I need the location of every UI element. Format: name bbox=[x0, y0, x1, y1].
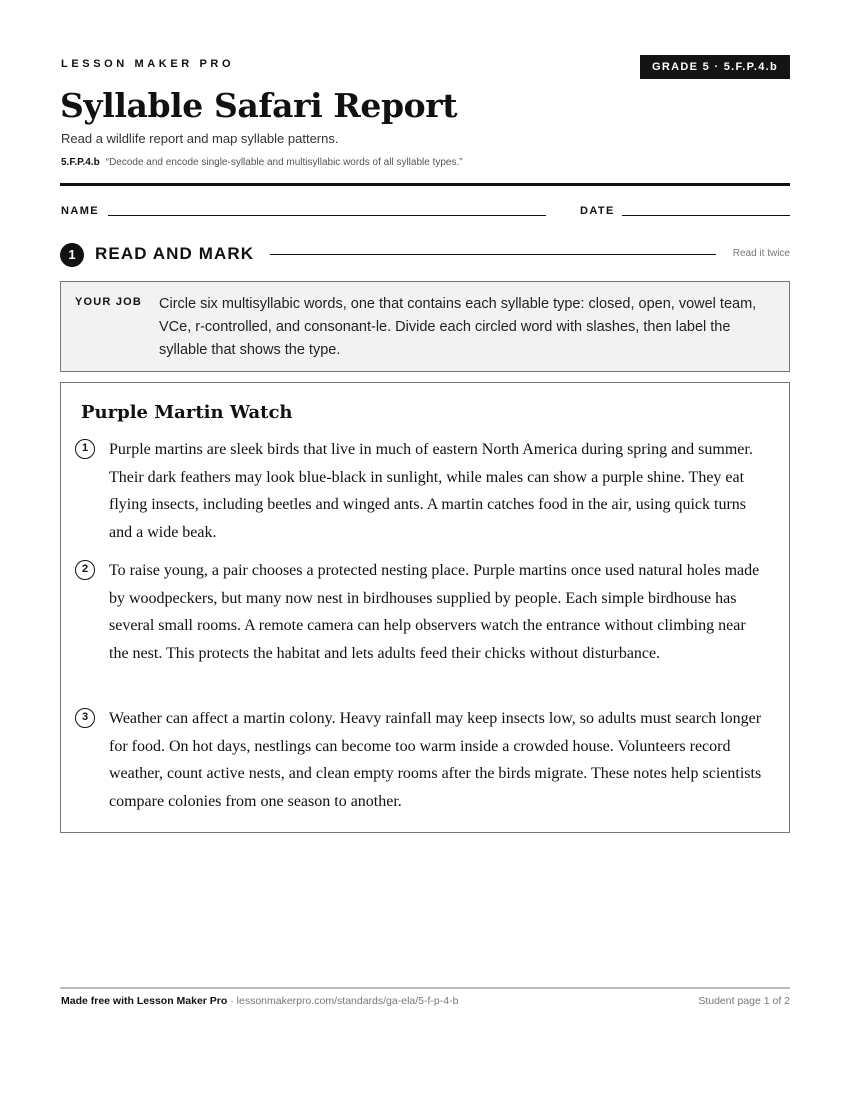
instructions-text: Circle six multisyllabic words, one that contains each syllable type: closed, open, vowel team, VCe, r-controlled, and consonant-le. Divide each circled word with slashes, then label the syllable that shows the type. bbox=[159, 296, 757, 358]
header-divider bbox=[60, 183, 790, 186]
name-field[interactable] bbox=[108, 215, 546, 216]
section-number-badge: 1 bbox=[60, 243, 84, 267]
section-title: READ AND MARK bbox=[95, 244, 255, 263]
paragraph-text[interactable]: Weather can affect a martin colony. Heavy rainfall may keep insects low, so adults must search longer for food. On hot days, nestlings can become too warm inside a crowded house. Volunteers record weather, count active nests, and clean empty rooms after the birds migrate. These notes help scientists compare colonies from one season to another. bbox=[109, 710, 762, 810]
page-title: Syllable Safari Report bbox=[60, 86, 458, 125]
section-rule bbox=[270, 254, 716, 255]
passage-title: Purple Martin Watch bbox=[81, 402, 293, 423]
grade-badge: GRADE 5 · 5.F.P.4.b bbox=[640, 55, 790, 79]
paragraph-text[interactable]: To raise young, a pair chooses a protected nesting place. Purple martins once used natural holes made by woodpeckers, but many now nest in birdhouses supplied by people. Each simple birdhouse has several small rooms. A remote camera can help observers watch the entrance without climbing near the nest. This protects the habitat and lets adults feed their chicks without disturbance. bbox=[109, 562, 760, 662]
name-label: NAME bbox=[61, 205, 99, 217]
standard-text: “Decode and encode single-syllable and multisyllabic words of all syllable types.” bbox=[105, 157, 463, 168]
paragraph bbox=[75, 436, 767, 546]
paragraph bbox=[75, 705, 767, 815]
date-label: DATE bbox=[580, 205, 615, 217]
paragraph-number: 2 bbox=[75, 560, 95, 580]
page-subtitle: Read a wildlife report and map syllable patterns. bbox=[61, 131, 339, 146]
instructions-label: YOUR JOB bbox=[75, 296, 143, 308]
footer-separator: · bbox=[227, 995, 237, 1007]
paragraph-number: 3 bbox=[75, 708, 95, 728]
footer-divider bbox=[60, 987, 790, 989]
footer-credit bbox=[61, 995, 458, 1007]
standard-code: 5.F.P.4.b bbox=[61, 157, 100, 168]
paragraph-number: 1 bbox=[75, 439, 95, 459]
page-indicator: Student page 1 of 2 bbox=[698, 995, 790, 1007]
section-header bbox=[60, 243, 790, 267]
section-hint: Read it twice bbox=[732, 248, 790, 259]
paragraph-text[interactable]: Purple martins are sleek birds that live in much of eastern North America during spring and summer. Their dark feathers may look blue-black in sunlight, while males can show a purple shine. They eat flying insects, including beetles and winged ants. A martin catches food in the air, using quick turns and a wide beak. bbox=[109, 441, 753, 541]
instructions-box bbox=[60, 281, 790, 372]
footer-made-with: Made free with Lesson Maker Pro bbox=[61, 995, 228, 1007]
footer-url-link[interactable]: lessonmakerpro.com/standards/ga-ela/5-f-p-4-b bbox=[236, 995, 459, 1007]
standard-line bbox=[61, 157, 463, 168]
brand-wordmark: LESSON MAKER PRO bbox=[61, 58, 235, 70]
paragraph bbox=[75, 557, 767, 667]
date-field[interactable] bbox=[622, 215, 790, 216]
reading-passage bbox=[60, 382, 790, 833]
